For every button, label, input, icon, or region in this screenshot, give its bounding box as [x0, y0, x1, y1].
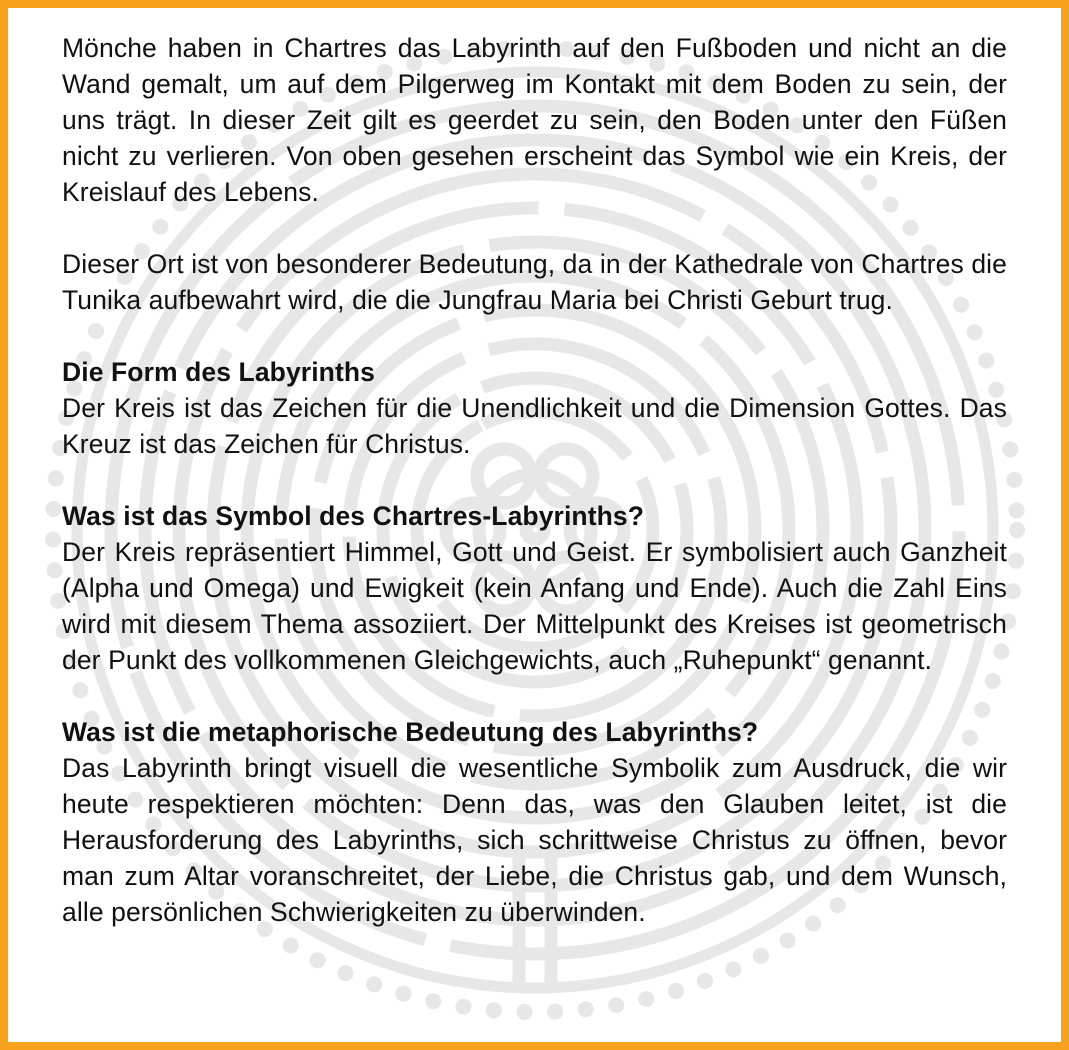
paragraph-metaphor: Das Labyrinth bringt visuell die wesentliche Symbolik zum Ausdruck, die wir heute respektieren möchten: Denn das, was den Glauben leitet, ist die Herausforderung des Labyrinths, sich schrittweise Christus zu öffnen, bevor man zum Altar voranschreitet, der Liebe, die Christus gab, und dem Wunsch, alle persönlichen Schwierigkeiten zu überwinden.: [62, 753, 1007, 927]
paragraph-tunika: Dieser Ort ist von besonderer Bedeutung, da in der Kathedrale von Chartres die Tunika aufbewahrt wird, die die Jungfrau Maria bei Christi Geburt trug.: [62, 249, 1007, 315]
paragraph-intro: Mönche haben in Chartres das Labyrinth auf den Fußboden und nicht an die Wand gemalt, um auf dem Pilgerweg im Kontakt mit dem Boden zu sein, der uns trägt. In dieser Zeit gilt es geerdet zu sein, den Boden unter den Füßen nicht zu verlieren. Von oben gesehen erscheint das Symbol wie ein Kreis, der Kreislauf des Lebens.: [62, 33, 1007, 207]
paragraph-form: Der Kreis ist das Zeichen für die Unendlichkeit und die Dimension Gottes. Das Kreuz ist das Zeichen für Christus.: [62, 393, 1007, 459]
document-content: [8, 8, 1061, 930]
section-heading-symbol: Was ist das Symbol des Chartres-Labyrinths?: [62, 501, 645, 531]
section-heading-form: Die Form des Labyrinths: [62, 357, 376, 387]
paragraph-symbol: Der Kreis repräsentiert Himmel, Gott und Geist. Er symbolisiert auch Ganzheit (Alpha und Omega) und Ewigkeit (kein Anfang und Ende). Auch die Zahl Eins wird mit diesem Thema assoziiert. Der Mittelpunkt des Kreises ist geometrisch der Punkt des vollkommenen Gleichgewichts, auch „Ruhepunkt“ genannt.: [62, 537, 1007, 675]
section-heading-metaphor: Was ist die metaphorische Bedeutung des Labyrinths?: [62, 717, 759, 747]
